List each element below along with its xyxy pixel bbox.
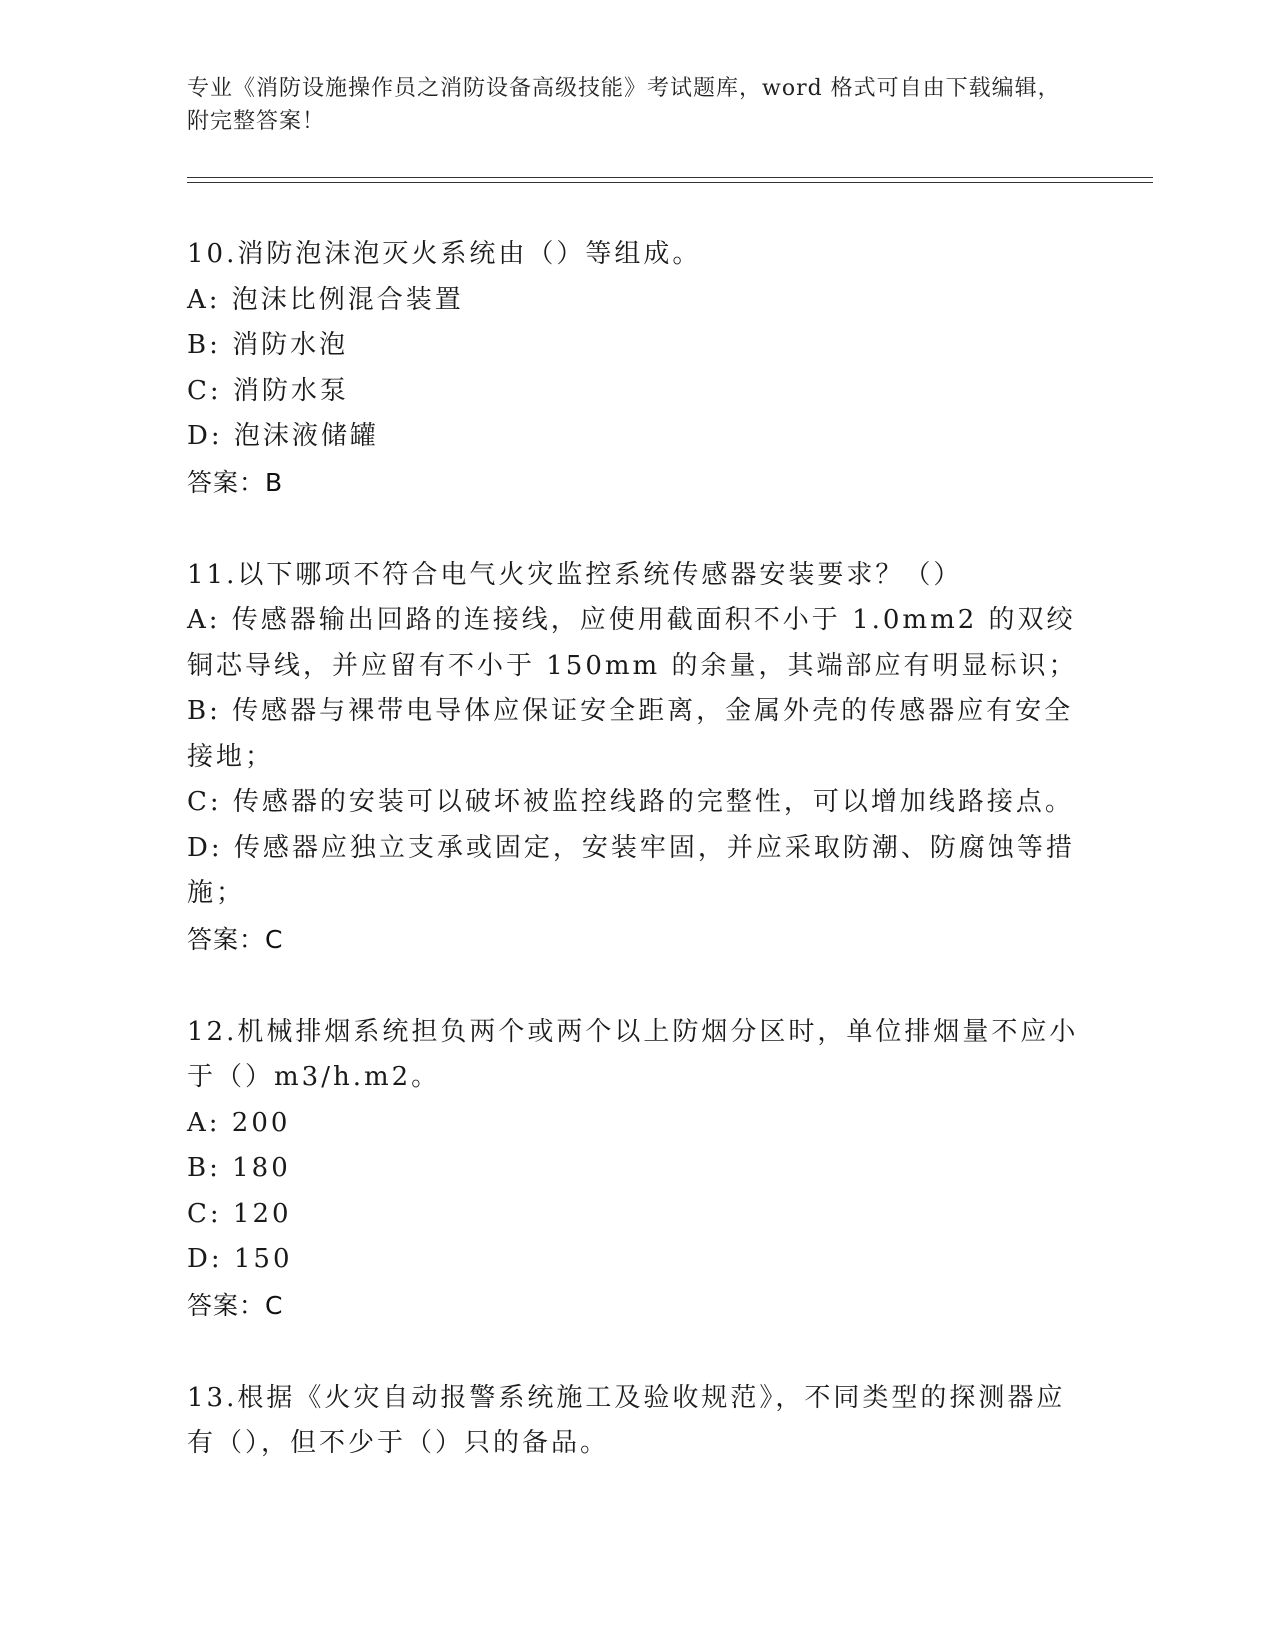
option-a: A: 传感器输出回路的连接线，应使用截面积不小于 1.0mm2 的双绞铜芯导线，并应留有不小于 150mm 的余量，其端部应有明显标识； — [187, 605, 1078, 681]
option-c: C: 120 — [187, 1198, 292, 1229]
question-11 — [187, 553, 1087, 962]
question-12 — [187, 1010, 1087, 1328]
question-stem: 12.机械排烟系统担负两个或两个以上防烟分区时，单位排烟量不应小于（）m3/h.m2。 — [187, 1016, 1079, 1092]
option-d: D: 150 — [187, 1244, 293, 1274]
document-header: 专业《消防设施操作员之消防设备高级技能》考试题库，word 格式可自由下载编辑，附完整答案！ — [187, 76, 1061, 134]
question-10 — [187, 232, 1087, 505]
answer: 答案：C — [187, 1290, 284, 1320]
option-b: B: 180 — [187, 1153, 291, 1183]
option-c: C: 传感器的安装可以破坏被监控线路的完整性，可以增加线路接点。 — [187, 787, 1074, 817]
question-stem: 10.消防泡沫泡灭火系统由（）等组成。 — [187, 239, 702, 269]
option-b: B: 消防水泡 — [187, 330, 349, 360]
option-c: C: 消防水泵 — [187, 375, 349, 406]
question-stem: 11.以下哪项不符合电气火灾监控系统传感器安装要求？（） — [187, 559, 963, 590]
answer: 答案：B — [187, 467, 284, 497]
header-rule-top — [187, 177, 1153, 178]
question-stem: 13.根据《火灾自动报警系统施工及验收规范》，不同类型的探测器应有（），但不少于（）只的备品。 — [187, 1382, 1066, 1458]
option-a: A: 200 — [187, 1107, 291, 1138]
header-rule-bottom — [187, 182, 1153, 183]
option-b: B: 传感器与裸带电导体应保证安全距离，金属外壳的传感器应有安全接地； — [187, 696, 1074, 772]
question-list — [187, 232, 1087, 1515]
option-a: A: 泡沫比例混合装置 — [187, 284, 464, 315]
question-13 — [187, 1376, 1087, 1467]
answer: 答案：C — [187, 924, 284, 954]
option-d: D: 泡沫液储罐 — [187, 421, 379, 451]
option-d: D: 传感器应独立支承或固定，安装牢固，并应采取防潮、防腐蚀等措施； — [187, 832, 1075, 908]
